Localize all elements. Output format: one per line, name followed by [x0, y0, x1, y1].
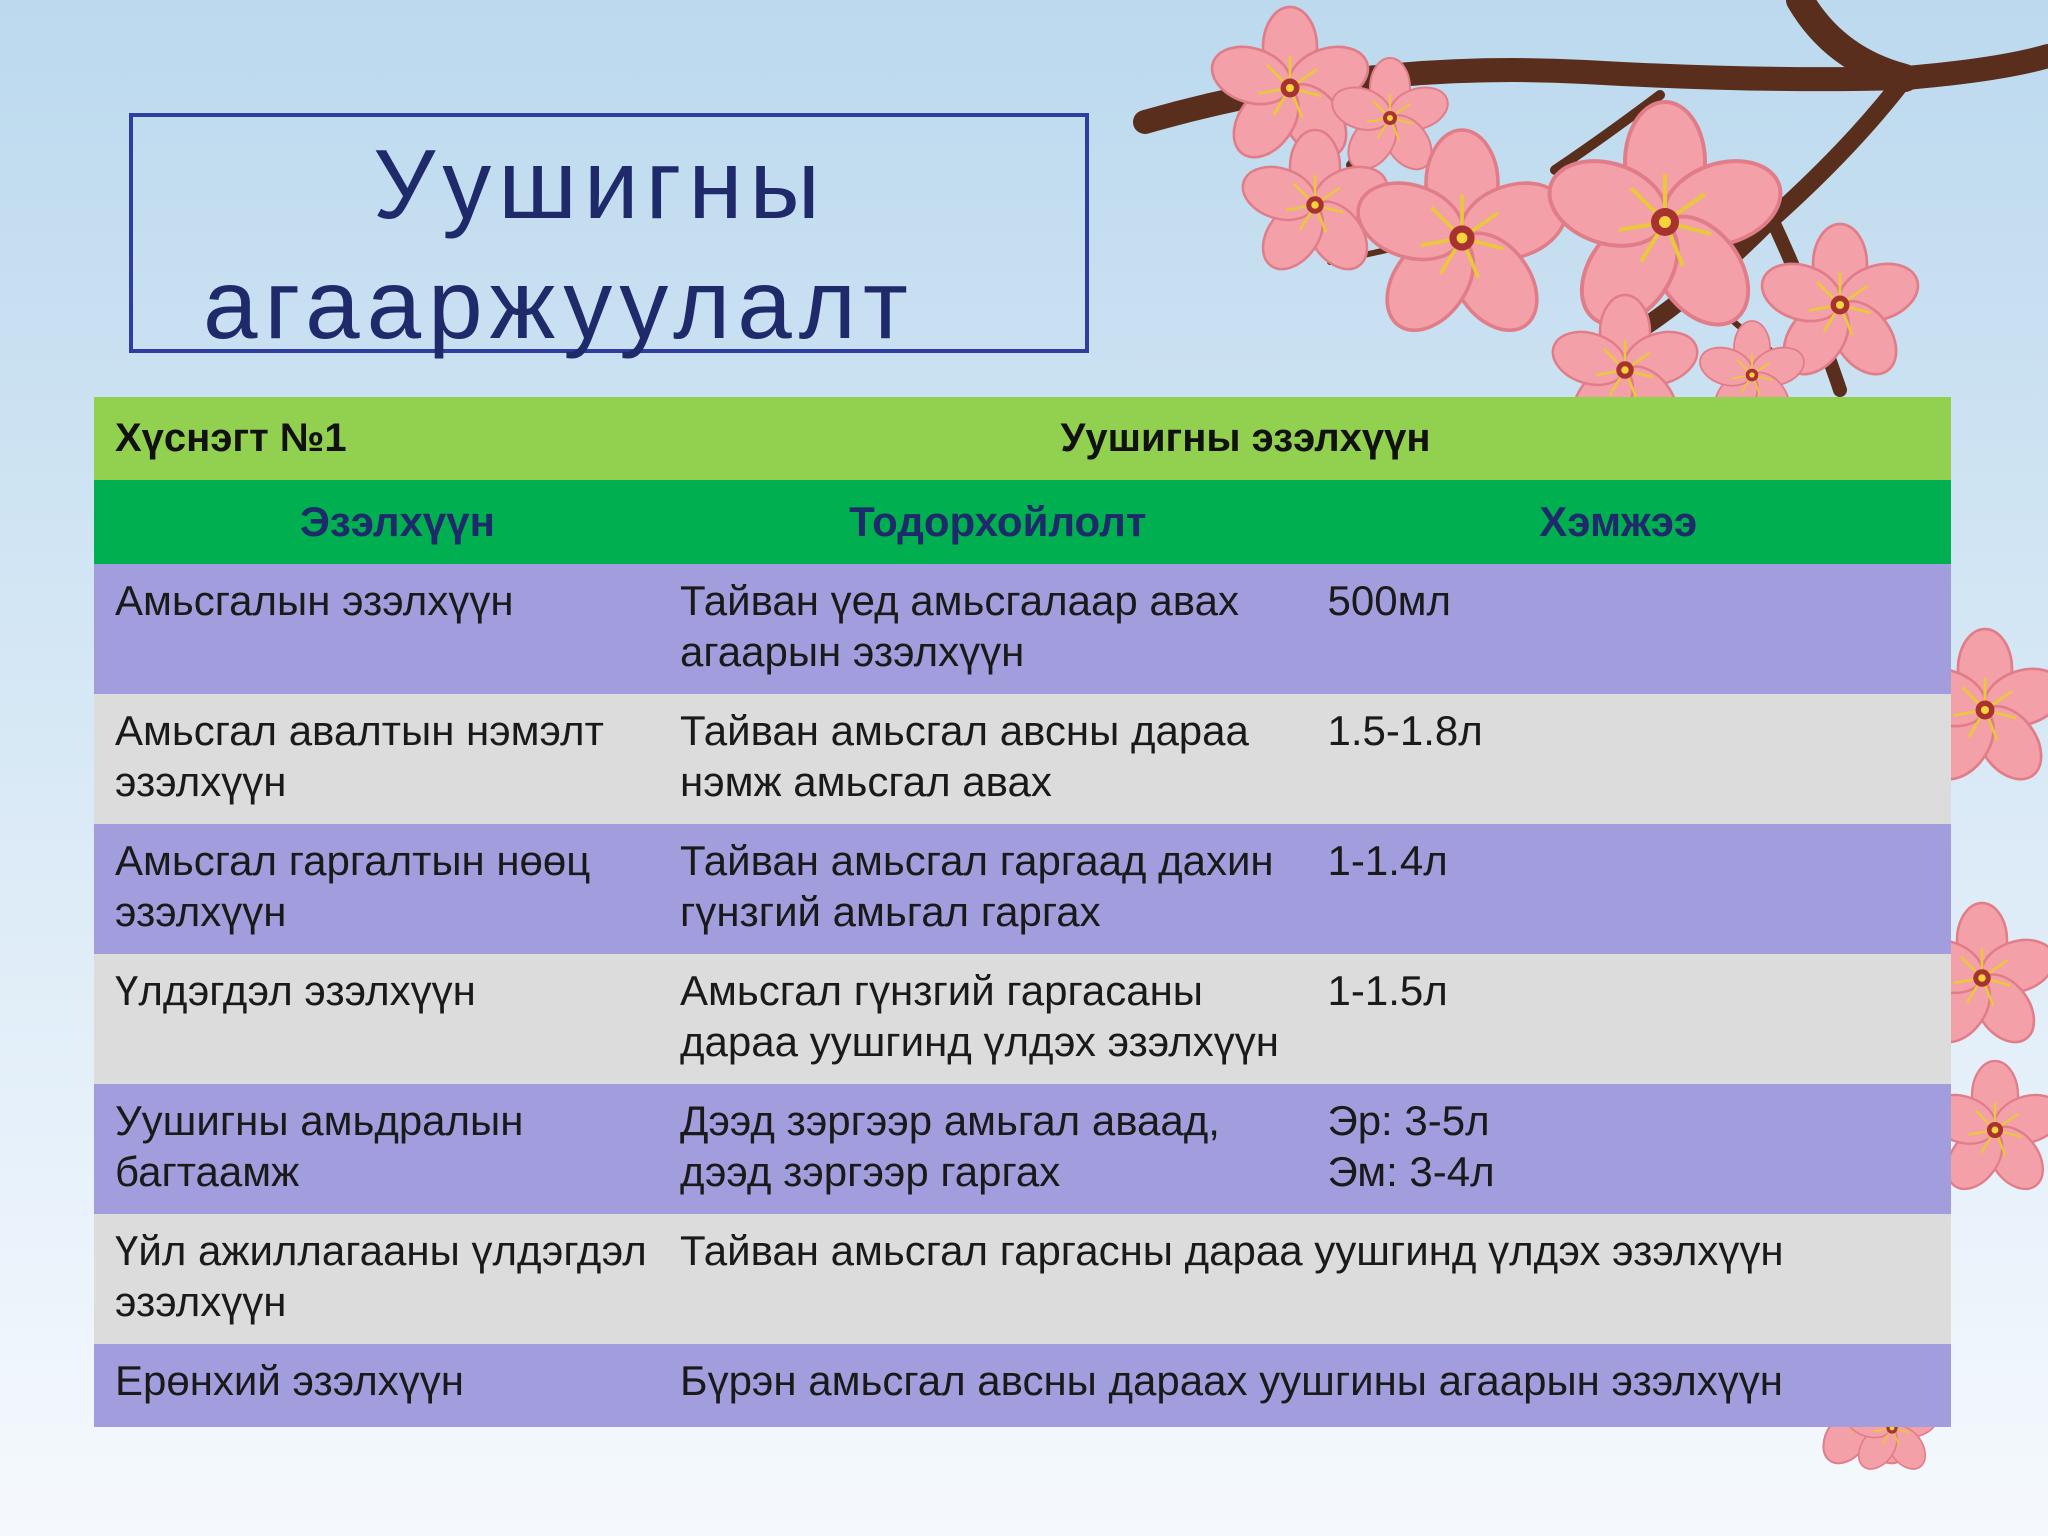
volume-name: Үйл ажиллагааны үлдэгдэл эзэлхүүн: [94, 1214, 680, 1344]
volume-description: Дээд зэргээр амьгал аваад, дээд зэргээр гаргах: [680, 1084, 1316, 1214]
table-header-row: [94, 480, 1951, 564]
lung-volume-table: [94, 397, 1951, 1427]
volume-description: Тайван амьсгал гаргасны дараа уушгинд үлдэх эзэлхүүн: [680, 1214, 1951, 1344]
volume-description: Тайван амьсгал гаргаад дахин гүнзгий амьгал гаргах: [680, 824, 1316, 954]
page-title-line-2: агааржуулалт: [203, 249, 915, 359]
page-title-line-1: Уушигны: [373, 129, 827, 239]
table-row: [94, 694, 1951, 824]
volume-name: Уушигны амьдралын багтаамж: [94, 1084, 680, 1214]
column-header-size: Хэмжээ: [1316, 480, 1952, 564]
table-row: [94, 954, 1951, 1084]
volume-size: 1.5-1.8л: [1316, 694, 1952, 824]
column-header-definition: Тодорхойлолт: [680, 480, 1316, 564]
volume-name: Амьсгал авалтын нэмэлт эзэлхүүн: [94, 694, 680, 824]
volume-size-female: Эм: 3-4л: [1327, 1148, 1495, 1195]
table-row: [94, 1344, 1951, 1427]
table-caption-row: [94, 397, 1951, 480]
volume-description: Амьсгал гүнзгий гаргасаны дараа уушгинд үлдэх эзэлхүүн: [680, 954, 1316, 1084]
table-row: [94, 824, 1951, 954]
column-header-volume: Эзэлхүүн: [94, 480, 680, 564]
table-row: [94, 564, 1951, 694]
volume-name: Үлдэгдэл эзэлхүүн: [94, 954, 680, 1084]
table-number: Хүснэгт №1: [94, 397, 680, 480]
volume-size: [1316, 1084, 1952, 1214]
volume-name: Амьсгал гаргалтын нөөц эзэлхүүн: [94, 824, 680, 954]
title-box: [129, 113, 1089, 359]
volume-size: 1-1.4л: [1316, 824, 1952, 954]
table-row: [94, 1214, 1951, 1344]
volume-size-male: Эр: 3-5л: [1327, 1097, 1490, 1144]
volume-name: Ерөнхий эзэлхүүн: [94, 1344, 680, 1427]
table-row: [94, 1084, 1951, 1214]
volume-name: Амьсгалын эзэлхүүн: [94, 564, 680, 694]
volume-description: Тайван үед амьсгалаар авах агаарын эзэлхүүн: [680, 564, 1316, 694]
volume-size: 1-1.5л: [1316, 954, 1952, 1084]
volume-size: 500мл: [1316, 564, 1952, 694]
table-caption: Уушигны эзэлхүүн: [680, 397, 1951, 480]
volume-description: Тайван амьсгал авсны дараа нэмж амьсгал авах: [680, 694, 1316, 824]
volume-description: Бүрэн амьсгал авсны дараах уушгины агаарын эзэлхүүн: [680, 1344, 1951, 1427]
